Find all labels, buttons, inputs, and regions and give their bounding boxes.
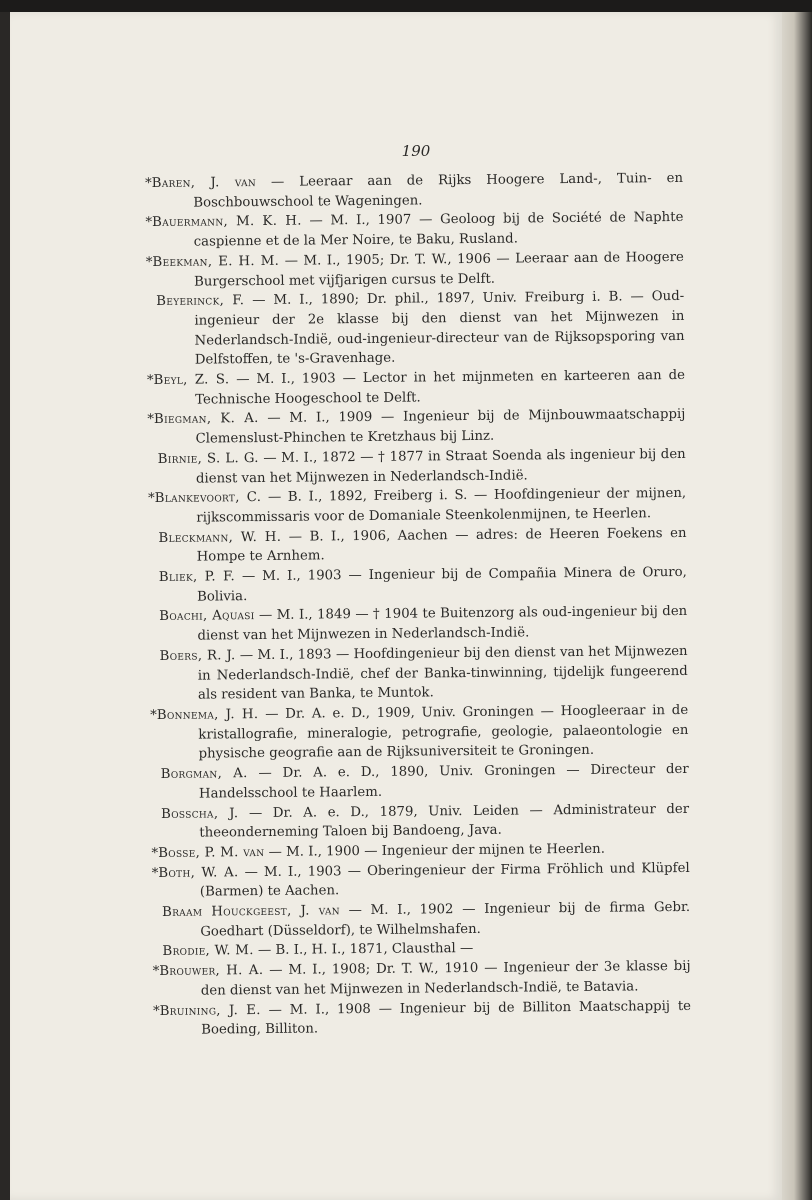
entry-name: Brouwer, H. A. <box>159 963 264 980</box>
entry-name: Brodie, W. M. <box>162 943 254 960</box>
entry <box>145 248 684 292</box>
entry-name: Beyl, Z. S. <box>153 372 230 389</box>
entry-text: — M. I., 1902 — Ingenieur bij de firma Gebr. Goedhart (Düsseldorf), te Wilhelmshafen. <box>200 899 691 940</box>
member-star-mark: * <box>150 707 157 724</box>
entry-text: — Dr. A. e. D., 1909, Univ. Groningen — Hoogleeraar in de kristallografie, mineralogie, petrografie, geologie, palaeontologie en physische geografie aan de Rijksuniversiteit te Groningen. <box>198 702 689 762</box>
entry-text: — M. I., 1903 — Lector in het mijnmeten en karteeren aan de Technische Hoogeschool te Delft. <box>195 367 686 408</box>
entry-text: — M. I., 1872 — † 1877 in Straat Soenda als ingenieur bij den dienst van het Mijnwezen in Nederlandsch-Indië. <box>195 446 686 487</box>
entry-name: Biegman, K. A. <box>153 411 259 428</box>
entry <box>146 366 686 410</box>
entry <box>161 760 689 804</box>
entry-name: Bosse, P. M. van <box>158 844 265 861</box>
book-spine <box>782 12 812 1200</box>
member-star-mark: * <box>147 412 155 428</box>
entry <box>158 445 686 489</box>
entry-text: — M. I., 1908 — Ingenieur bij de Billiton Maatschappij te Boeding, Billiton. <box>201 998 692 1038</box>
entry <box>151 859 690 903</box>
entry-name: Braam Houckgeest, J. van <box>162 903 340 920</box>
entry-text: — M. I., 1849 — † 1904 te Buitenzorg als oud-ingenieur bij den dienst van het Mijnwezen in Nederlandsch-Indië. <box>197 604 688 644</box>
entry-name: Bliek, P. F. <box>158 569 236 586</box>
entry-name: Bleckmann, W. H. <box>158 529 282 546</box>
member-star-mark: * <box>145 176 152 192</box>
entry-text: — M. I., 1909 — Ingenieur bij de Mijnbouwmaatschappij Clemenslust-Phinchen te Kretzhaus bij Linz. <box>195 407 686 447</box>
entry-text: — B. I., 1892, Freiberg i. S. — Hoofdingenieur der mijnen, rijkscommissaris voor de Domaniale Steenkolenmijnen, te Heerlen. <box>196 486 687 526</box>
entry-name: Both, W. A. <box>158 864 239 881</box>
entry-text: — B. I., 1906, Aachen — adres: de Heeren Foekens en Hompe te Arnhem. <box>196 525 687 565</box>
entry-name: Baren, J. van <box>151 175 257 192</box>
entry-text: — M. I., 1905; Dr. T. W., 1906 — Leeraar aan de Hoogere Burgerschool met vijfjarigen cursus te Delft. <box>193 249 684 290</box>
entry <box>162 898 690 942</box>
member-star-mark: * <box>145 254 153 270</box>
entry <box>158 524 686 568</box>
entry-name: Beekman, E. H. M. <box>152 253 280 270</box>
entry-text: — M. I., 1890; Dr. phil., 1897, Univ. Freiburg i. B. — Oud-ingenieur der 2e klasse bij den dienst van het Mijnwezen in Nederlandsch-Indië, oud-ingenieur-directeur van de Rijksopsporing van Delfstoffen, te 's-Gravenhage. <box>194 289 685 368</box>
member-star-mark: * <box>146 373 154 389</box>
entry <box>152 957 691 1001</box>
entry-text: — Dr. A. e. D., 1890, Univ. Groningen — Directeur der Handelsschool te Haarlem. <box>198 761 689 802</box>
entry <box>159 602 687 646</box>
entry-text: — M. I., 1893 — Hoofdingenieur bij den dienst van het Mijnwezen in Nederlandsch-Indië, chef der Banka-tinwinning, tijdelijk fungeerend als resident van Banka, te Muntok. <box>197 643 688 703</box>
page-number: 190 <box>401 142 431 160</box>
entry-name: Birnie, S. L. G. <box>157 450 259 467</box>
entry <box>148 484 687 528</box>
entry-text: — Dr. A. e. D., 1879, Univ. Leiden — Administrateur der theeonderneming Taloen bij Bandoeng, Java. <box>199 801 690 841</box>
member-star-mark: * <box>152 1003 160 1019</box>
member-star-mark: * <box>145 215 153 231</box>
entry-text: — M. I., 1903 — Oberingenieur der Firma Fröhlich und Klüpfel (Barmen) te Aachen. <box>199 860 690 900</box>
entry <box>150 701 689 765</box>
member-star-mark: * <box>148 491 155 507</box>
entry <box>159 563 687 607</box>
entry-text: — M. I., 1907 — Geoloog bij de Société de Naphte caspienne et de la Mer Noire, te Baku, Rusland. <box>193 210 684 250</box>
top-frame-edge <box>0 0 812 12</box>
entry <box>152 996 692 1040</box>
entry <box>156 287 685 371</box>
member-star-mark: * <box>152 964 160 980</box>
entry <box>160 642 689 706</box>
entry-text: — B. I., H. I., 1871, Clausthal — <box>253 941 474 959</box>
entry-name: Beyerinck, F. <box>156 293 245 310</box>
member-star-mark: * <box>151 865 159 881</box>
entry <box>161 799 689 843</box>
entry-text: — Leeraar aan de Rijks Hoogere Land-, Tuin- en Boschbouwschool te Wageningen. <box>193 170 684 211</box>
entry-list <box>145 169 692 1041</box>
entry-name: Blankevoort, C. <box>154 490 262 507</box>
entry-name: Bauermann, M. K. H. <box>152 214 302 231</box>
entry-text: — M. I., 1908; Dr. T. W., 1910 — Ingenieur der 3e klasse bij den dienst van het Mijnwezen in Nederlandsch-Indië, te Batavia. <box>200 959 691 999</box>
entry-name: Boachi, Aquasi <box>159 608 255 625</box>
member-star-mark: * <box>151 845 159 861</box>
entry-name: Bonnema, J. H. <box>156 707 259 723</box>
entry-name: Bosscha, J. <box>161 805 239 822</box>
entry <box>147 405 686 449</box>
entry-name: Boers, R. J. <box>159 648 236 664</box>
entry-text: — M. I., 1900 — Ingenieur der mijnen te Heerlen. <box>264 841 606 860</box>
entry-name: Borgman, A. <box>160 766 248 783</box>
entry <box>145 169 684 213</box>
entry-name: Bruining, J. E. <box>159 1002 261 1019</box>
entry <box>145 208 684 252</box>
entry-text: — M. I., 1903 — Ingenieur bij de Compañia Minera de Oruro, Bolivia. <box>196 564 687 605</box>
